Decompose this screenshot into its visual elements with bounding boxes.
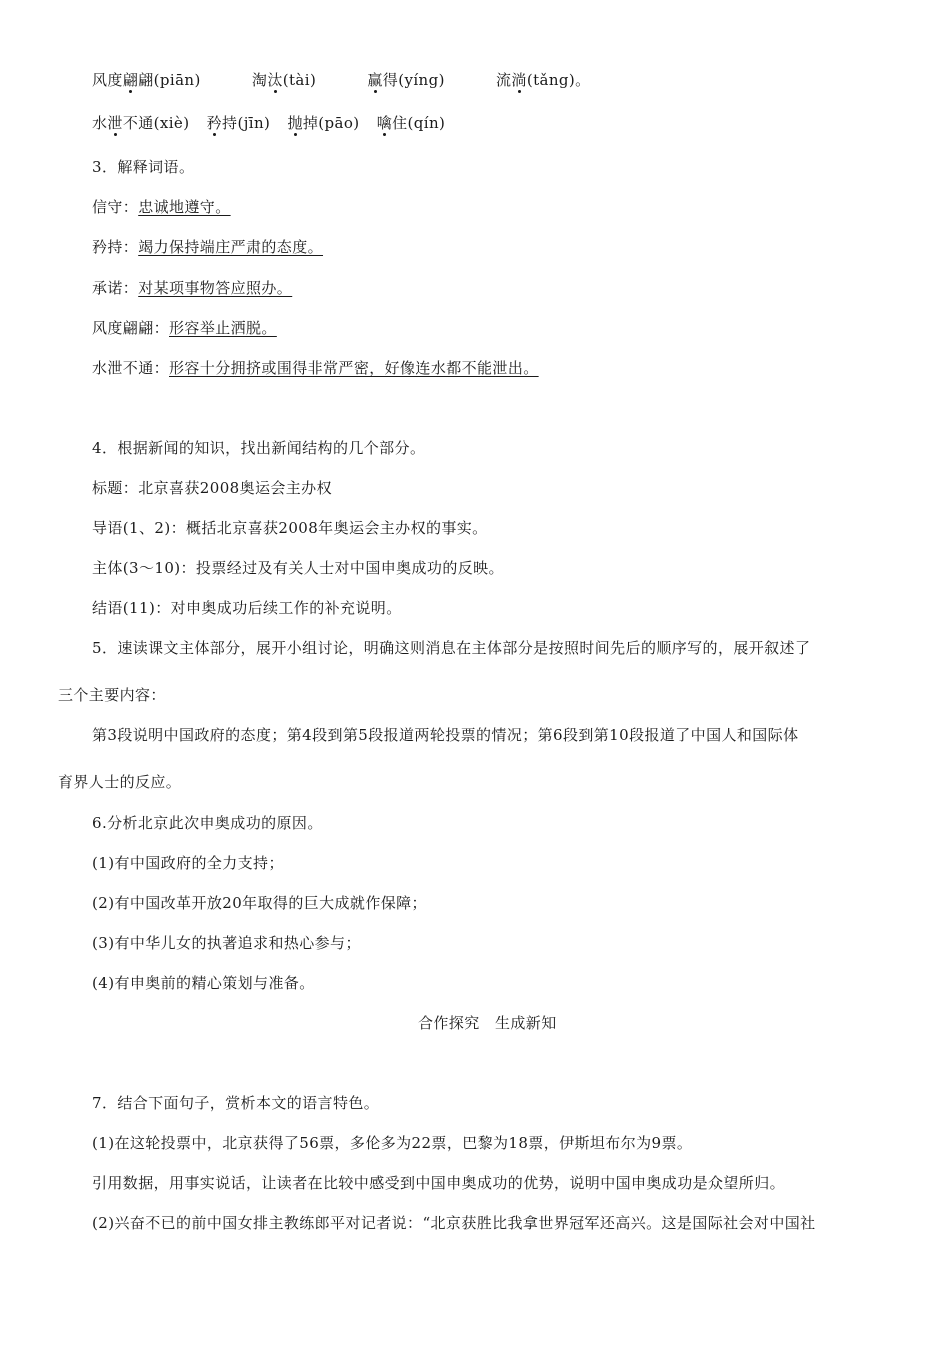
question-5-line-2: 三个主要内容：	[58, 686, 166, 704]
term: 矜持：	[92, 238, 139, 256]
analysis-1: 引用数据，用事实说话，让读者在比较中感受到中国申奥成功的优势，说明中国申奥成功是众望所归。	[92, 1174, 786, 1192]
news-structure-lead: 导语(1、2)：概括北京喜获2008年奥运会主办权的事实。	[92, 519, 488, 537]
question-5-line-1: 5．速读课文主体部分，展开小组讨论，明确这则消息在主体部分是按照时间先后的顺序写的，展开叙述了	[92, 639, 811, 657]
section-title: 合作探究 生成新知	[418, 1014, 557, 1032]
question-3-heading: 3．解释词语。	[92, 158, 195, 176]
definition: 竭力保持端庄严肃的态度。	[138, 238, 324, 256]
dotted-char: 抛	[287, 114, 303, 132]
reason-item: (4)有申奥前的精心策划与准备。	[92, 974, 315, 992]
reason-item: (3)有中华儿女的执著追求和热心参与；	[92, 934, 361, 952]
pinyin-entry: 风度翩翩(piān)	[92, 71, 201, 89]
news-structure-ending: 结语(11)：对申奥成功后续工作的补充说明。	[92, 599, 402, 617]
pinyin-entry: 噙住(qín)	[376, 114, 446, 132]
dotted-char: 翩	[122, 71, 139, 89]
definition-row	[92, 358, 539, 378]
news-structure-body: 主体(3～10)：投票经过及有关人士对中国申奥成功的反映。	[92, 559, 504, 577]
pinyin-entry: 水泄不通(xiè)	[92, 114, 190, 132]
definition: 忠诚地遵守。	[138, 198, 231, 216]
question-5-line-3: 第3段说明中国政府的态度；第4段到第5段报道两轮投票的情况；第6段到第10段报道了中国人和国际体	[92, 726, 799, 744]
question-6-heading: 6.分析北京此次申奥成功的原因。	[92, 814, 323, 832]
definition-row	[92, 197, 231, 217]
dotted-char: 矜	[206, 114, 223, 132]
definition-row	[92, 318, 277, 338]
pinyin-entry: 矜持(jīn)	[206, 114, 271, 132]
definition: 形容举止洒脱。	[169, 319, 277, 337]
term: 风度翩翩：	[92, 319, 170, 337]
term: 承诺：	[92, 279, 139, 297]
pinyin-entry: 流淌(tǎng)。	[496, 71, 591, 89]
question-7-heading: 7．结合下面句子，赏析本文的语言特色。	[92, 1094, 380, 1112]
dotted-char: 泄	[107, 114, 123, 132]
term: 水泄不通：	[92, 359, 170, 377]
question-4-heading: 4．根据新闻的知识，找出新闻结构的几个部分。	[92, 439, 426, 457]
pinyin-entry: 抛掉(pāo)	[287, 114, 360, 132]
reason-item: (2)有中国改革开放20年取得的巨大成就作保障；	[92, 894, 427, 912]
example-sentence-2: (2)兴奋不已的前中国女排主教练郎平对记者说：“北京获胜比我拿世界冠军还高兴。这是国际社会对中国社	[92, 1214, 816, 1232]
definition-row	[92, 237, 323, 257]
reason-item: (1)有中国政府的全力支持；	[92, 854, 284, 872]
pinyin-entry: 淘汰(tài)	[251, 71, 317, 89]
dotted-char: 噙	[376, 114, 393, 132]
definition-row	[92, 278, 292, 298]
news-structure-title: 标题：北京喜获2008奥运会主办权	[92, 479, 332, 497]
dotted-char: 赢	[367, 71, 383, 89]
dotted-char: 汰	[267, 71, 283, 89]
pinyin-row-1	[92, 70, 591, 90]
definition: 形容十分拥挤或围得非常严密，好像连水都不能泄出。	[169, 359, 539, 377]
example-sentence-1: (1)在这轮投票中，北京获得了56票，多伦多为22票，巴黎为18票，伊斯坦布尔为9票。	[92, 1134, 693, 1152]
definition: 对某项事物答应照办。	[138, 279, 293, 297]
question-5-line-4: 育界人士的反应。	[58, 773, 182, 791]
term: 信守：	[92, 198, 139, 216]
dotted-char: 淌	[511, 71, 527, 89]
pinyin-entry: 赢得(yíng)	[367, 71, 445, 89]
pinyin-row-2	[92, 113, 445, 133]
